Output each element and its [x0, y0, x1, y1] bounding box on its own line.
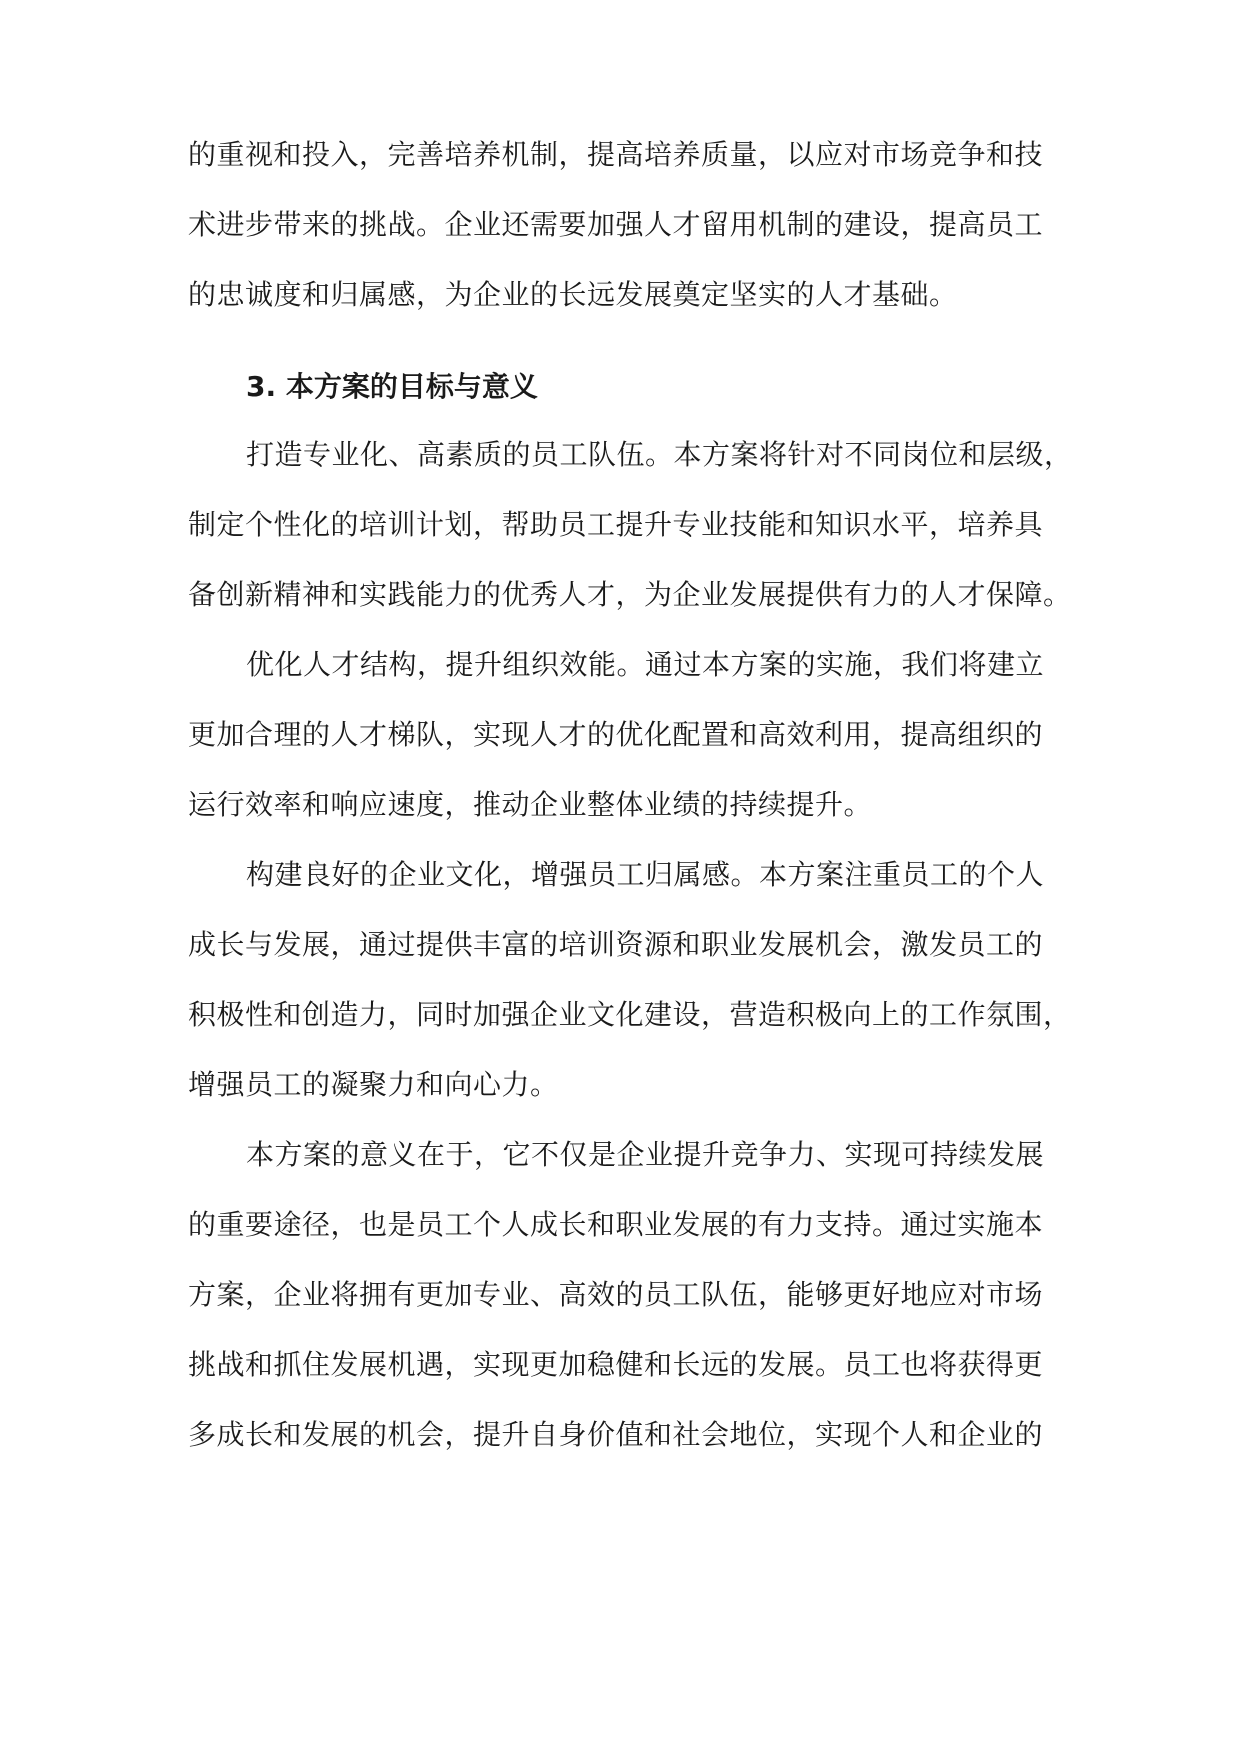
paragraph-line: 增强员工的凝聚力和向心力。	[188, 1068, 559, 1101]
paragraph-line: 运行效率和响应速度，推动企业整体业绩的持续提升。	[188, 788, 873, 821]
paragraph-line: 的重视和投入，完善培养机制，提高培养质量，以应对市场竞争和技	[188, 138, 1044, 171]
paragraph-line: 更加合理的人才梯队，实现人才的优化配置和高效利用，提高组织的	[188, 718, 1044, 751]
paragraph-line: 方案，企业将拥有更加专业、高效的员工队伍，能够更好地应对市场	[188, 1278, 1044, 1311]
paragraph-line: 优化人才结构，提升组织效能。通过本方案的实施，我们将建立	[246, 648, 1045, 681]
paragraph-line: 的重要途径，也是员工个人成长和职业发展的有力支持。通过实施本	[188, 1208, 1044, 1241]
paragraph-line: 多成长和发展的机会，提升自身价值和社会地位，实现个人和企业的	[188, 1418, 1044, 1451]
paragraph-line: 积极性和创造力，同时加强企业文化建设，营造积极向上的工作氛围，	[188, 998, 1072, 1031]
paragraph-line: 备创新精神和实践能力的优秀人才，为企业发展提供有力的人才保障。	[188, 578, 1072, 611]
section-heading: 3. 本方案的目标与意义	[246, 370, 538, 403]
paragraph-line: 术进步带来的挑战。企业还需要加强人才留用机制的建设，提高员工	[188, 208, 1044, 241]
paragraph-line: 本方案的意义在于，它不仅是企业提升竞争力、实现可持续发展	[246, 1138, 1045, 1171]
paragraph-line: 的忠诚度和归属感，为企业的长远发展奠定坚实的人才基础。	[188, 278, 958, 311]
paragraph-line: 构建良好的企业文化，增强员工归属感。本方案注重员工的个人	[246, 858, 1045, 891]
paragraph-line: 打造专业化、高素质的员工队伍。本方案将针对不同岗位和层级，	[246, 438, 1073, 471]
paragraph-line: 挑战和抓住发展机遇，实现更加稳健和长远的发展。员工也将获得更	[188, 1348, 1044, 1381]
paragraph-line: 成长与发展，通过提供丰富的培训资源和职业发展机会，激发员工的	[188, 928, 1044, 961]
paragraph-line: 制定个性化的培训计划，帮助员工提升专业技能和知识水平，培养具	[188, 508, 1044, 541]
